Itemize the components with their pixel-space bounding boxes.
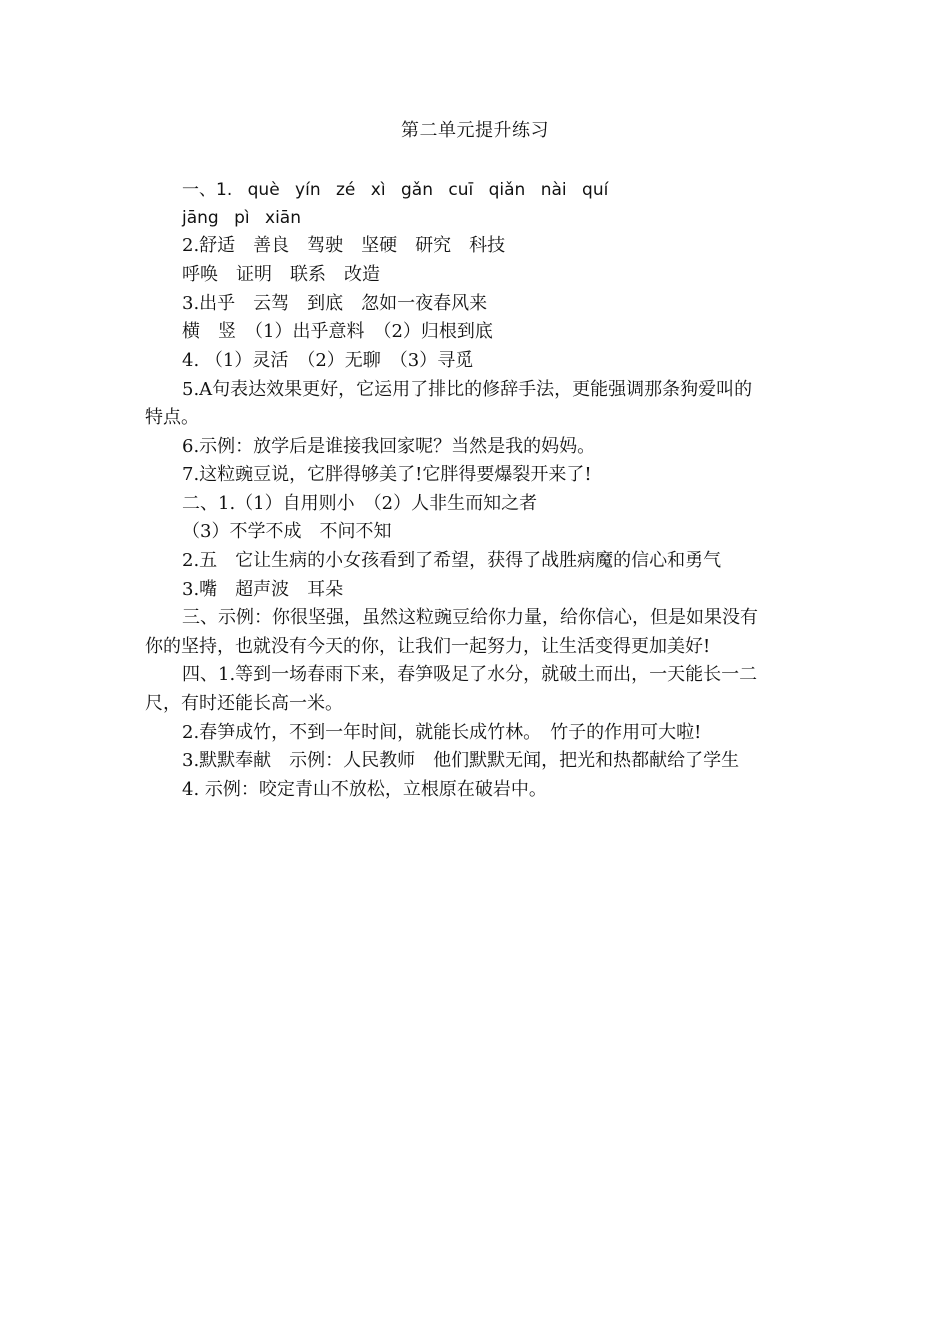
answer-line-1-5-cont: 特点。	[145, 407, 199, 428]
answer-line-1-3: 3.出乎 云驾 到底 忽如一夜春风来	[182, 293, 488, 314]
answer-line-2-1: 二、1.（1）自用则小 （2）人非生而知之者	[182, 493, 538, 514]
answer-line-3-cont: 你的坚持，也就没有今天的你，让我们一起努力，让生活变得更加美好!	[145, 636, 711, 657]
answer-line-4-4: 4. 示例：咬定青山不放松，立根原在破岩中。	[182, 779, 547, 800]
answer-line-4-2: 2.春笋成竹，不到一年时间，就能长成竹林。 竹子的作用可大啦!	[182, 722, 702, 743]
answer-line-4-1-cont: 尺，有时还能长高一米。	[145, 693, 343, 714]
answer-line-1-4: 4. （1）灵活 （2）无聊 （3）寻觅	[182, 350, 474, 371]
document-title: 第二单元提升练习	[401, 120, 549, 141]
answer-line-2-1-cont: （3）不学不成 不问不知	[182, 521, 392, 542]
answer-line-1-1: 一、1. què yín zé xì gǎn cuī qiǎn nài quí	[182, 180, 609, 200]
answer-line-1-2: 2.舒适 善良 驾驶 坚硬 研究 科技	[182, 235, 506, 256]
answer-line-4-1: 四、1.等到一场春雨下来，春笋吸足了水分，就破土而出，一天能长一二	[182, 664, 758, 685]
answer-line-1-3-cont: 横 竖 （1）出乎意料 （2）归根到底	[182, 321, 493, 342]
answer-line-1-6: 6.示例：放学后是谁接我回家呢？当然是我的妈妈。	[182, 436, 596, 457]
answer-line-4-3: 3.默默奉献 示例：人民教师 他们默默无闻，把光和热都献给了学生	[182, 750, 740, 771]
answer-line-1-2-cont: 呼唤 证明 联系 改造	[182, 264, 380, 285]
answer-line-1-5: 5.A句表达效果更好，它运用了排比的修辞手法，更能强调那条狗爱叫的	[182, 379, 753, 400]
answer-line-1-1-cont: jāng pì xiān	[182, 208, 302, 228]
answer-line-2-2: 2.五 它让生病的小女孩看到了希望，获得了战胜病魔的信心和勇气	[182, 550, 722, 571]
answer-line-1-7: 7.这粒豌豆说，它胖得够美了!它胖得要爆裂开来了!	[182, 464, 592, 485]
answer-line-3: 三、示例：你很坚强，虽然这粒豌豆给你力量，给你信心，但是如果没有	[182, 607, 758, 628]
answer-line-2-3: 3.嘴 超声波 耳朵	[182, 579, 344, 600]
